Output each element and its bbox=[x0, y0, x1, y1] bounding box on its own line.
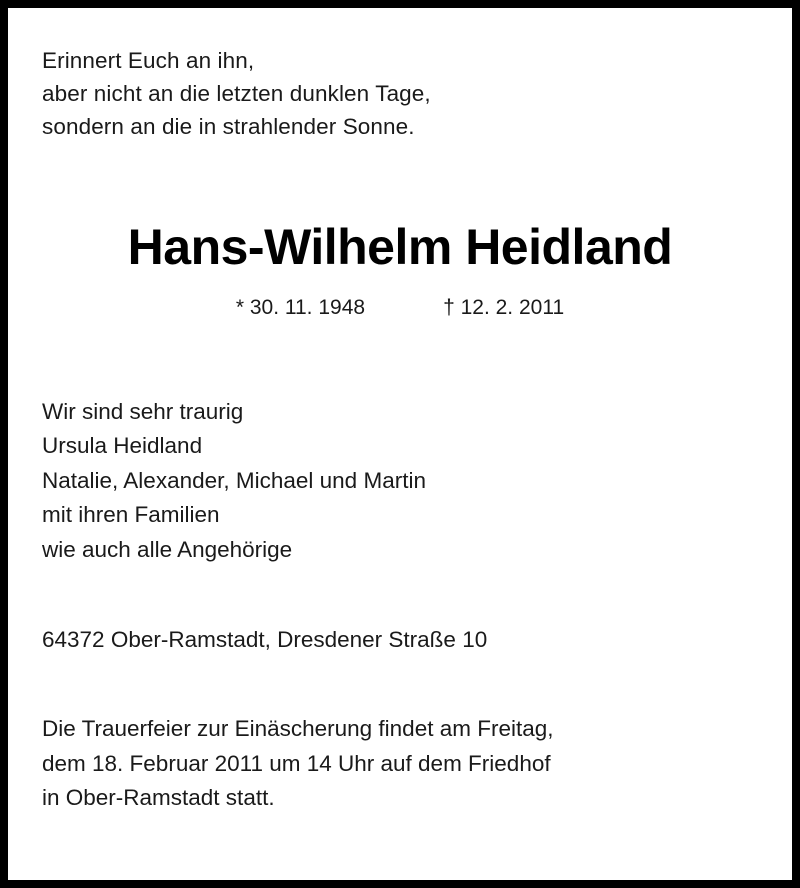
obituary-notice bbox=[8, 8, 792, 880]
service-details bbox=[42, 712, 758, 816]
family-line-2: Ursula Heidland bbox=[42, 433, 203, 458]
family-block bbox=[42, 395, 758, 568]
service-line-1: Die Trauerfeier zur Einäscherung findet am Freitag, bbox=[42, 716, 554, 741]
epitaph-verse bbox=[42, 44, 758, 143]
family-line-4: mit ihren Familien bbox=[42, 502, 220, 527]
epitaph-line-3: sondern an die in strahlender Sonne. bbox=[42, 114, 415, 139]
service-line-3: in Ober-Ramstadt statt. bbox=[42, 785, 275, 810]
address-line: 64372 Ober-Ramstadt, Dresdener Straße 10 bbox=[42, 627, 488, 652]
life-dates bbox=[42, 296, 758, 320]
epitaph-line-2: aber nicht an die letzten dunklen Tage, bbox=[42, 81, 431, 106]
name-block bbox=[42, 221, 758, 320]
family-line-5: wie auch alle Angehörige bbox=[42, 536, 293, 562]
deceased-name: Hans-Wilhelm Heidland bbox=[127, 219, 673, 275]
birth-date: * 30. 11. 1948 bbox=[235, 295, 366, 319]
death-date: † 12. 2. 2011 bbox=[443, 295, 565, 319]
service-line-2: dem 18. Februar 2011 um 14 Uhr auf dem Friedhof bbox=[42, 750, 551, 776]
family-line-1: Wir sind sehr traurig bbox=[42, 398, 244, 424]
family-line-3: Natalie, Alexander, Michael und Martin bbox=[42, 467, 426, 493]
epitaph-line-1: Erinnert Euch an ihn, bbox=[42, 48, 255, 73]
